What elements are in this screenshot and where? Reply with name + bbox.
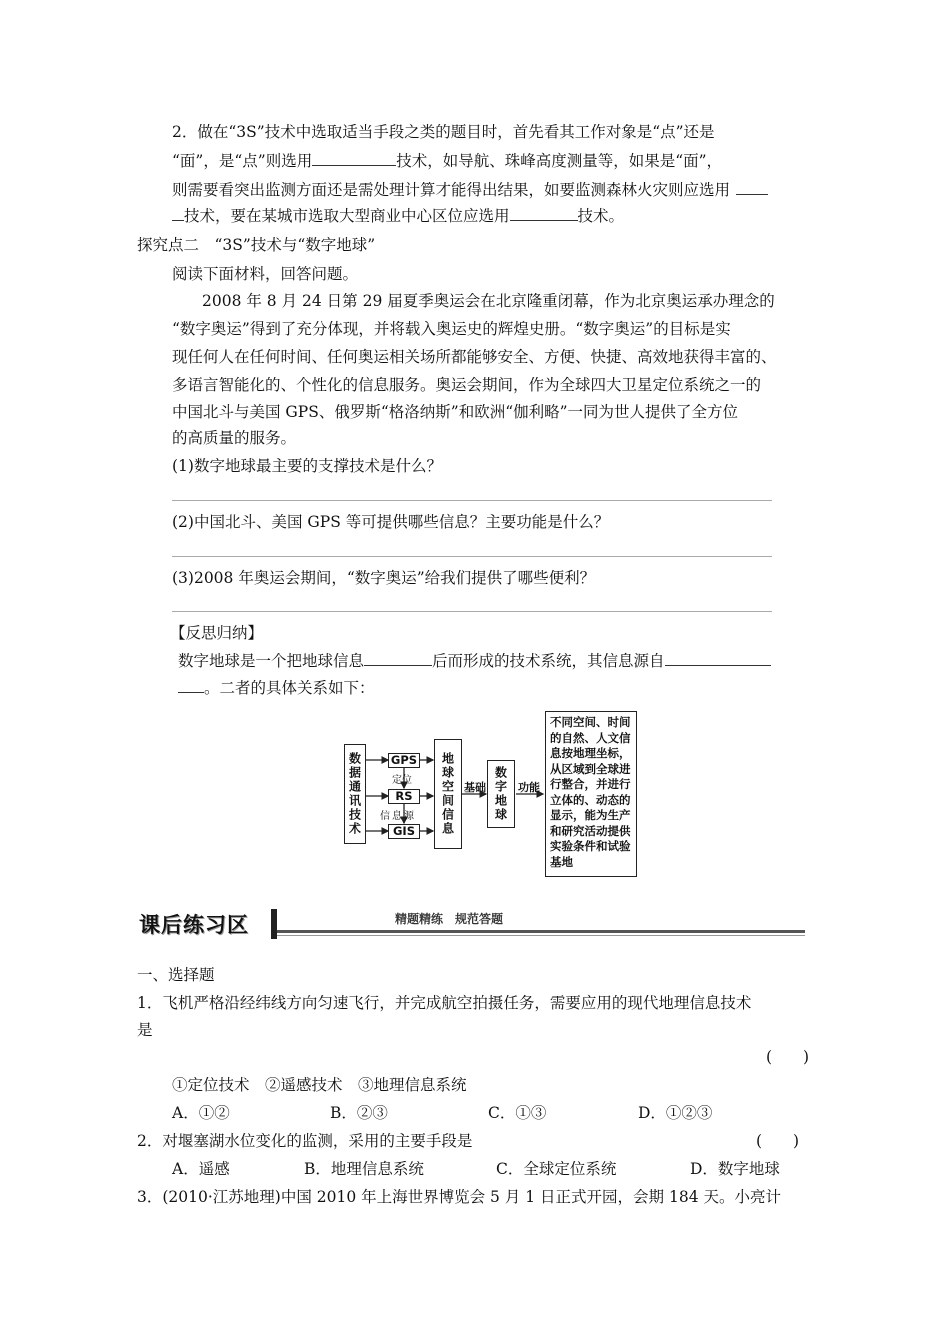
banner-title: 课后练习区 — [139, 913, 249, 937]
function-desc-box: 不同空间、时间 的自然、人文信 息按地理坐标， 从区域到全球进 行整合，并进行 立体的、动态的 显示，能为生产 和研究活动提供 实验条件和试验 基地 — [545, 711, 637, 877]
exercise-section-title: 一、选择题 — [137, 966, 215, 984]
relationship-diagram — [340, 708, 640, 880]
q2-line4: 技术，要在某城市选取大型商业中心区位应选用 技术。 — [172, 205, 624, 227]
ex-q3-text: 3．(2010·江苏地理)中国 2010 年上海世界博览会 5 月 1 日正式开园，会期 184 天。小亮计 — [137, 1188, 782, 1206]
blank[interactable] — [665, 651, 771, 666]
ex-q1-option-b[interactable]: B．②③ — [330, 1104, 388, 1122]
gps-box: GPS — [388, 753, 420, 768]
question-3: (3)2008 年奥运会期间，“数字奥运”给我们提供了哪些便利？ — [172, 569, 596, 587]
para-line: 的高质量的服务。 — [172, 429, 297, 447]
rs-box: RS — [388, 789, 420, 804]
answer-line[interactable] — [172, 611, 772, 612]
blank[interactable] — [510, 206, 578, 221]
function-label: 功能 — [518, 781, 540, 794]
q2-line1: 2．做在“3S”技术中选取适当手段之类的题目时，首先看其工作对象是“点”还是 — [172, 123, 715, 141]
gis-box: GIS — [388, 824, 420, 839]
para-line: 多语言智能化的、个性化的信息服务。奥运会期间，作为全球四大卫星定位系统之一的 — [172, 376, 762, 394]
ex-q2-option-d[interactable]: D．数字地球 — [690, 1160, 780, 1178]
ex-q1-option-c[interactable]: C．①③ — [488, 1104, 547, 1122]
ex-q1-option-a[interactable]: A．①② — [172, 1104, 230, 1122]
ex-q1-answer-paren[interactable]: ( ) — [766, 1048, 810, 1066]
q2-line3: 则需要看突出监测方面还是需处理计算才能得出结果，如要监测森林火灾则应选用 — [172, 179, 768, 201]
ex-q2-text: 2．对堰塞湖水位变化的监测，采用的主要手段是 — [137, 1132, 473, 1150]
answer-line[interactable] — [172, 556, 772, 557]
ex-q2-option-a[interactable]: A．遥感 — [172, 1160, 230, 1178]
answer-line[interactable] — [172, 500, 772, 501]
reflect-line2: 。二者的具体关系如下： — [178, 677, 375, 699]
ex-q1-line2: 是 — [137, 1021, 153, 1039]
locate-label: 定位 — [392, 775, 412, 786]
blank[interactable] — [312, 151, 396, 166]
ex-q2-answer-paren[interactable]: ( ) — [756, 1132, 800, 1150]
basis-label: 基础 — [464, 781, 486, 794]
info-source-label: 信息源 — [380, 811, 416, 822]
intro-text: 阅读下面材料，回答问题。 — [172, 265, 359, 283]
earth-info-box: 地球空间信息 — [434, 739, 462, 849]
section-title: 探究点二 “3S”技术与“数字地球” — [137, 236, 376, 254]
blank[interactable] — [178, 678, 204, 693]
blank[interactable] — [364, 651, 432, 666]
ex-q1-option-d[interactable]: D．①②③ — [638, 1104, 713, 1122]
question-1: (1)数字地球最主要的支撑技术是什么？ — [172, 457, 442, 475]
ex-q2-option-b[interactable]: B．地理信息系统 — [304, 1160, 424, 1178]
banner-subtitle: 精题精练 规范答题 — [395, 912, 504, 926]
blank[interactable] — [736, 180, 768, 195]
question-2: (2)中国北斗、美国 GPS 等可提供哪些信息？主要功能是什么？ — [172, 513, 610, 531]
comm-tech-box: 数据通讯技术 — [344, 744, 366, 844]
para-line: 中国北斗与美国 GPS、俄罗斯“格洛纳斯”和欧洲“伽利略”一同为世人提供了全方位 — [172, 403, 739, 421]
para-line: 现任何人在任何时间、任何奥运相关场所都能够安全、方便、快捷、高效地获得丰富的、 — [172, 348, 777, 366]
reflect-line1: 数字地球是一个把地球信息 后而形成的技术系统，其信息源自 — [178, 650, 771, 672]
banner-rule-thin — [277, 935, 805, 936]
section-banner — [137, 906, 807, 942]
ex-q2-option-c[interactable]: C．全球定位系统 — [496, 1160, 617, 1178]
reflect-title: 【反思归纳】 — [170, 624, 264, 642]
para-line: “数字奥运”得到了充分体现，并将载入奥运史的辉煌史册。“数字奥运”的目标是实 — [172, 320, 731, 338]
ex-q1-items: ①定位技术 ②遥感技术 ③地理信息系统 — [172, 1076, 467, 1094]
ex-q1-line1: 1．飞机严格沿经纬线方向匀速飞行，并完成航空拍摄任务，需要应用的现代地理信息技术 — [137, 994, 752, 1012]
banner-rule — [277, 930, 805, 933]
para-line: 2008 年 8 月 24 日第 29 届夏季奥运会在北京隆重闭幕，作为北京奥运承办理念的 — [202, 292, 775, 310]
blank[interactable] — [172, 206, 184, 221]
q2-line2: “面”，是“点”则选用 技术，如导航、珠峰高度测量等，如果是“面”， — [172, 152, 723, 170]
digital-earth-box: 数字地球 — [487, 760, 515, 828]
